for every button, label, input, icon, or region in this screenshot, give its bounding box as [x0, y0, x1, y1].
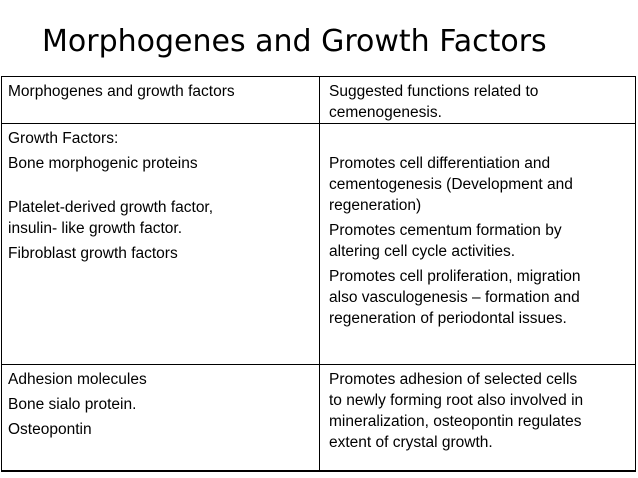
bone-morphogenic-proteins-item: Bone morphogenic proteins	[8, 155, 198, 172]
function-paragraph-adhesion	[329, 369, 627, 453]
function-2-line-2: altering cell cycle activities.	[329, 243, 516, 260]
growth-factors-heading: Growth Factors:	[8, 130, 119, 147]
adhesion-function-line-1: Promotes adhesion of selected cells	[329, 371, 578, 388]
adhesion-functions-cell	[320, 365, 635, 471]
osteopontin-item: Osteopontin	[8, 421, 92, 438]
function-1-line-2: cementogenesis (Development and	[329, 176, 573, 193]
header-label-right-line-2: cemenogenesis.	[329, 104, 442, 121]
fibroblast-growth-factors-item: Fibroblast growth factors	[8, 245, 178, 262]
function-3-line-2: also vasculogenesis – formation and	[329, 289, 580, 306]
adhesion-function-line-2: to newly forming root also involved in	[329, 392, 584, 409]
table-row-adhesion-molecules	[2, 365, 635, 471]
bone-sialo-protein-item: Bone sialo protein.	[8, 396, 137, 413]
platelet-derived-growth-factor-item	[8, 197, 313, 239]
function-paragraph-cementum-formation	[329, 220, 627, 262]
adhesion-function-line-3: mineralization, osteopontin regulates	[329, 413, 582, 430]
header-label-right-line-1: Suggested functions related to	[329, 83, 539, 100]
function-paragraph-proliferation	[329, 266, 627, 329]
header-cell-morphogenes	[2, 77, 319, 123]
function-3-line-1: Promotes cell proliferation, migration	[329, 268, 581, 285]
table-row-growth-factors	[2, 124, 635, 365]
slide-title: Morphogenes and Growth Factors	[42, 24, 547, 59]
growth-functions-cell	[320, 124, 635, 364]
factors-table	[1, 76, 636, 472]
platelet-line-2: insulin- like growth factor.	[8, 220, 183, 237]
adhesion-function-line-4: extent of crystal growth.	[329, 434, 493, 451]
growth-factors-cell	[2, 124, 319, 364]
adhesion-molecules-cell	[2, 365, 319, 471]
function-2-line-1: Promotes cementum formation by	[329, 222, 562, 239]
adhesion-molecules-heading: Adhesion molecules	[8, 371, 147, 388]
header-label-left: Morphogenes and growth factors	[8, 83, 235, 100]
function-1-line-1: Promotes cell differentiation and	[329, 155, 551, 172]
function-3-line-3: regeneration of periodontal issues.	[329, 310, 567, 327]
table-header-row	[2, 77, 635, 124]
function-paragraph-differentiation	[329, 153, 627, 216]
function-1-line-3: regeneration)	[329, 197, 422, 214]
platelet-line-1: Platelet-derived growth factor,	[8, 199, 214, 216]
header-cell-functions	[320, 77, 635, 123]
